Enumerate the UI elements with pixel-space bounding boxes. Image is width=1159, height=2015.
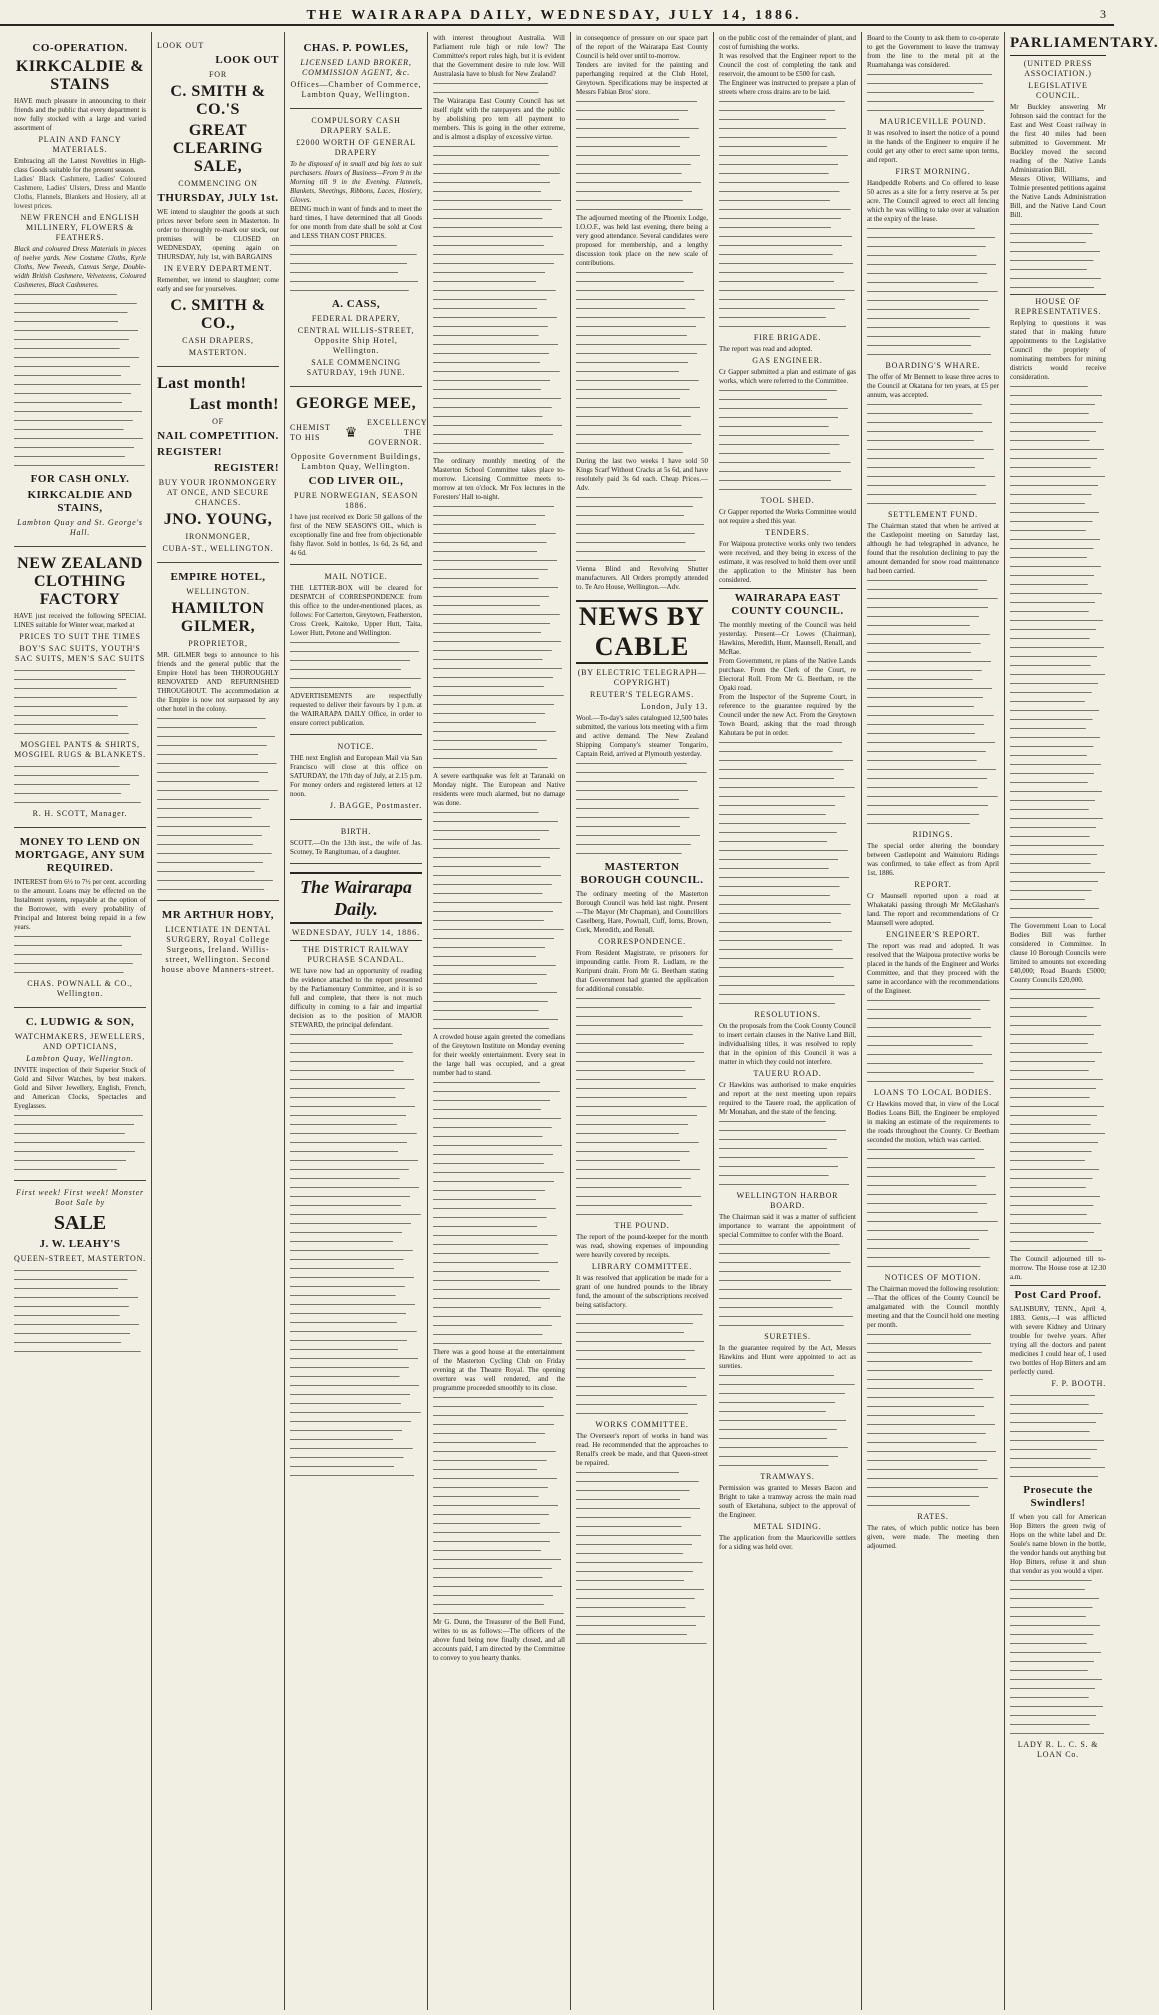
news-paragraph: A crowded house again greeted the comedians of the Greytown Institute on Monday evening for their weekly entertainment. Every seat in the large hall was occupied, and a great number had to stand. [433,1033,565,1077]
section-heading: RIDINGS. [912,830,954,839]
advertiser-name: CHAS. P. POWLES, [303,42,409,54]
advertiser-name: JNO. YOUNG, [163,511,273,528]
ad-heading: BIRTH. [340,827,372,836]
ad-heading: Last month! [189,396,279,413]
column-8 [1006,34,1159,2009]
section-heading: WELLINGTON HARBOR BOARD. [736,1191,839,1210]
news-paragraph: The Engineer was instructed to prepare a plan of streets where cross drains are to be laid. [719,79,856,96]
news-paragraph: Tenders are invited for the painting and paperhanging required at the Club Hotel, Greytown. Specifications may be inspected at Messrs Fabian Bros' store. [576,61,708,96]
news-paragraph: Cr Gapper submitted a plan and estimate of gas works, which were referred to the Committee. [719,368,856,385]
ad-signature: CHAS. POWNALL & CO., Wellington. [27,979,133,998]
ad-body: Remember, we intend to slaughter; come early and see for yourselves. [157,276,279,293]
smith-sale-ad [157,34,279,367]
ad-filler-text [1010,1391,1106,1481]
news-paragraph: From Government, re plans of the Native Lands purchase. From the Clerk of the Court, re Electoral Roll. From Mr G. Beetham, re the Opaki road. [719,657,856,692]
ad-heading: COMPULSORY CASH DRAPERY SALE. [311,116,401,135]
ad-filler-text [719,1240,856,1330]
ad-body: INTEREST from 6½ to 7½ per cent. according to the amount. Loans may be effected on the Instalment system, repayable at the option of the Borrower, with every probability of Principal and Interest being repaid in a few years. [14,878,146,931]
ad-filler-text [433,1393,565,1618]
nail-competition-ad [157,367,279,563]
ad-line: FOR [209,70,227,79]
ad-filler-text [719,738,856,1008]
ad-body: Black and coloured Dress Materials in pieces of twelve yards. New Costume Cloths, Kyrle Cloths, New Tweeds, Canvas Serge, Double-width British Cashmere, Velveteens, Coloured Cashmeres, Black Cashmeres. [14,245,146,289]
section-heading: MAURICEVILLE POUND. [879,117,987,126]
ad-filler-text [576,493,708,565]
news-paragraph: A severe earthquake was felt at Taranaki on Monday night. The European and Native residents were much alarmed, but no damage was done. [433,772,565,807]
george-mee-ad [290,387,428,565]
section-heading: LOANS TO LOCAL BODIES. [874,1088,992,1097]
ad-line: EXCELLENCY THE GOVERNOR. [367,418,428,447]
news-paragraph: The Government Loan to Local Bodies Bill was further considered in Committee. In clause 10 Borough Councils were limited to amounts not exceeding £40,000; Road Boards £5000; County Councils £20,000. [1010,922,1106,984]
news-paragraph: The rates, of which public notice has been given, were made. The meeting then adjourned. [867,1524,999,1550]
ad-filler-text [867,70,999,115]
news-paragraph: The adjourned meeting of the Phoenix Lodge, I.O.O.F., was held last evening, there being a very good attendance. Several candidates were proposed for membership, and a lengthy discussion took place on the new scale of contributions. [576,214,708,267]
ad-address: QUEEN-STREET, MASTERTON. [14,1254,146,1263]
ad-signature: LADY R. L. C. S. & LOAN Co. [1017,1740,1099,1759]
powles-ad [290,34,422,109]
ad-filler-text [290,241,422,295]
ad-items: MOSGIEL PANTS & SHIRTS, MOSGIEL RUGS & BLANKETS. [14,740,146,759]
section-heading: NOTICES OF MOTION. [884,1273,982,1282]
news-paragraph: Permission was granted to Messrs Bacon and Bright to take a tramway across the main road south of Eketahuna, subject to the approval of the Engineer. [719,1484,856,1519]
birth-notice [290,820,422,864]
news-paragraph: It was resolved that application be made for a grant of one hundred pounds to the library fund, the amount of the subscriptions received being satisfactory. [576,1274,708,1309]
empire-hotel-ad [157,563,279,901]
ad-signature: J. BAGGE, Postmaster. [329,801,422,810]
column-2 [153,34,283,2009]
ad-heading: SALE [53,1212,107,1234]
ad-body: WE intend to slaughter the goods at such prices never before seen in Masterton. In order to thoroughly re-mark our stock, our premises will be CLOSED on WEDNESDAY, opening again on THURSDAY, July 1st, with BARGAINS [157,208,279,261]
news-paragraph: Handpeddle Roberts and Co offered to lease 50 acres as a site for a ferry reserve at 5s per acre. The Council agreed to erect all fencing which he was willing to take over at valuation at the expiry of the lease. [867,179,999,223]
newspaper-nameplate: The Wairarapa Daily. [290,872,422,924]
ad-heading: EMPIRE HOTEL, [170,571,266,583]
ad-filler-text [867,224,999,359]
ad-filler-text [433,142,565,457]
news-paragraph: on the public cost of the remainder of plant, and cost of furnishing the works. [719,34,856,51]
ad-line: WATCHMAKERS, JEWELLERS, AND OPTICIANS, [14,1032,146,1051]
cable-agency: REUTER'S TELEGRAMS. [589,690,695,699]
column-3 [286,34,426,2009]
ad-line: PLAIN AND FANCY MATERIALS. [38,135,122,154]
news-paragraph: Vienna Blind and Revolving Shutter manufacturers. All Orders promptly attended to. Te Aro House, Wellington.—Adv. [576,565,708,591]
news-paragraph: The Council adjourned till to-morrow. The House rose at 12.30 a.m. [1010,1255,1106,1281]
advertiser-name: HAMILTON GILMER, [171,600,265,635]
section-heading: MASTERTON BOROUGH COUNCIL. [580,861,704,886]
advertiser-name: C. SMITH & CO.'S [170,83,266,118]
ad-line: PRICES TO SUIT THE TIMES [19,632,141,641]
news-paragraph: If when you call for American Hop Bitters the green twig of Hops on the white label and Dr. Soule's name blown in the bottle, the vendor hands out anything but Hop Bitters, refuse it and shun that vendor as you would a viper. [1010,1513,1106,1575]
section-heading: Prosecute the Swindlers! [1023,1484,1093,1509]
ad-body: THE LETTER-BOX will be cleared for DESPATCH of CORRESPONDENCE from this office to the under-mentioned places, as follows: For Carterton, Greytown, Featherston, Cross Creek, Kaitoke, Upper Hutt, Taita, Lower Hutt, Petone and Wellington. [290,584,423,637]
section-heading: TAUERU ROAD. [753,1069,822,1078]
mail-notice-ad [290,565,422,735]
ad-address: Opposite Government Buildings, Lambton Quay, Wellington. [291,452,421,471]
ad-line: COMMENCING ON [178,179,258,188]
ad-heading: GREAT CLEARING SALE, [172,122,264,175]
column-rule [713,32,714,2010]
royal-crest-icon: ♛ [344,425,358,441]
news-paragraph: The report was read and adopted. It was resolved that the Waipoua protective works be placed in the hands of the Engineer and Works Committee, and that they proceed with the same in accordance with the recommendations of the Engineer. [867,942,999,995]
ad-line: MASTERTON. [188,348,248,357]
news-paragraph: The application from the Mauriceville settlers for a siding was held over. [719,1534,856,1551]
ad-filler-text [867,996,999,1086]
news-paragraph: During the last two weeks I have sold 50 Kings Scarf Without Cracks at 5s 6d, and have resolutely paid 3s 6d each. Cheap Prices.—Adv. [576,457,708,492]
news-paragraph: Messrs Oliver, Williams, and Tolmie presented petitions against the Native Lands Administration Bill, and the Native Land Court Bill. [1010,175,1106,219]
ad-heading: MAIL NOTICE. [324,572,388,581]
section-heading: SETTLEMENT FUND. [888,510,978,519]
hoby-dentist-ad [157,901,279,983]
ad-heading: Last month! [157,375,247,392]
ad-body: HAVE much pleasure in announcing to their friends and the public that every department is now fully stocked with a large and varied assortment of [14,97,146,132]
section-heading: FIRE BRIGADE. [753,333,822,342]
ad-body: MR. GILMER begs to announce to his friends and the general public that the Empire Hotel has been THOROUGHLY RENOVATED AND REFURNISHED THROUGHOUT. The accommodation at the Empire is now not surpassed by any other hotel in the colony. [157,651,279,713]
section-heading: HOUSE OF REPRESENTATIVES. [1010,294,1106,317]
news-paragraph: The special order altering the boundary between Castlepoint and Wainuioru Ridings was confirmed, to take effect as from April 1st, 1886. [867,842,999,877]
ad-filler-text [576,268,708,457]
section-heading: LIBRARY COMMITTEE. [591,1262,693,1271]
news-paragraph: Cr Hawkins was authorised to make enquiries and report at the next meeting upon repairs required to the Tauere road, the application of Mr Monahan, and the state of the fencing. [719,1081,856,1116]
ad-filler-text [719,1117,856,1189]
news-paragraph: The Chairman moved the following resolution:—That the offices of the County Council be amalgamated with the Council monthly meeting and that the Council hold one meeting per month. [867,1285,1000,1329]
ad-body: ADVERTISEMENTS are respectfully requested to deliver their favours by 1 p.m. at the WAIRARAPA DAILY Office, in order to ensure correct publication. [290,692,422,727]
news-paragraph: The report was read and adopted. [719,345,813,353]
column-6 [715,34,860,2009]
ad-body: HAVE just received the following SPECIAL LINES suitable for Winter wear, marked at [14,612,146,629]
news-paragraph: SALISBURY, TENN., April 4, 1883. Gents,—I was afflicted with severe Kidney and Urinary trouble for twelve years. After trying all the doctors and patent medicines I could hear of, I used two bottles of Hop Bitters and am perfectly cured. [1010,1305,1106,1376]
ad-body: BEING much in want of funds and to meet the hard times, I have determined that all Goods for one month from date shall be sold at Cost and LESS THAN COST PRICES. [290,205,422,240]
ad-line: REGISTER! [157,446,223,458]
ad-line: IRONMONGER, [185,532,251,541]
advertiser-name: MR ARTHUR HOBY, [161,909,275,921]
ad-heading: NAIL COMPETITION. [157,430,279,442]
ad-line: IN EVERY DEPARTMENT. [163,264,273,273]
ad-heading: FOR CASH ONLY. [30,473,130,485]
ad-filler-text [1010,1576,1106,1738]
ad-items: BOY'S SAC SUITS, YOUTH'S SAC SUITS, MEN'S SAC SUITS [14,644,146,663]
ad-filler-text [1010,220,1106,292]
parliamentary-heading: PARLIAMENTARY. [1010,34,1106,56]
ad-address: Offices—Chamber of Commerce, Lambton Quay, Wellington. [290,80,422,99]
ad-filler-text [719,97,856,331]
news-paragraph: Cr Gapper reported the Works Committee would not require a shed this year. [719,508,856,525]
editorial-section [290,872,422,1480]
ad-filler-text [719,1371,856,1470]
section-heading: CORRESPONDENCE. [598,937,686,946]
section-heading: LEGISLATIVE COUNCIL. [1028,81,1088,100]
news-paragraph: For Waipoua protective works only two tenders were received, and they being in excess of the estimate, it was resolved to hold them over until the application to the Minister has been considered. [719,540,856,584]
ad-filler-text [14,1111,146,1174]
advertiser-name: KIRKCALDIE & STAINS [15,58,145,93]
section-heading: WORKS COMMITTEE. [595,1420,689,1429]
column-rule [284,32,285,2010]
section-heading: Post Card Proof. [1010,1285,1106,1302]
ad-line: NEW FRENCH and ENGLISH MILLINERY, FLOWERS & FEATHERS. [20,213,140,242]
advertiser-name: GEORGE MEE, [295,395,417,412]
ad-filler-text [1010,985,1106,1255]
ad-line: PROPRIETOR, [188,639,248,648]
leahy-sale-ad [14,1181,146,1362]
news-paragraph: The ordinary monthly meeting of the Masterton School Committee takes place to-morrow. Licensing Committee meets to-morrow at ten o'clock. Mr Fox lectures in the Foresters' Hall to-night. [433,457,565,501]
news-paragraph: The report of the pound-keeper for the month was read, showing expenses of impounding were heavily covered by receipts. [576,1233,708,1259]
section-subheading: (UNITED PRESS ASSOCIATION.) [1023,59,1093,78]
ad-line: CHEMIST TO HIS [290,423,331,442]
section-heading: TRAMWAYS. [760,1472,815,1481]
news-paragraph: The Chairman said it was a matter of sufficient importance to warrant the appointment of special Committee to confer with the Board. [719,1213,856,1239]
ad-line: First week! First week! Monster Boot Sale by [16,1188,144,1207]
news-paragraph: Replying to questions it was stated that in making future appointments to the Legislative Council the propriety of nominating members for mining districts would receive consideration. [1010,319,1106,381]
column-rule [570,32,571,2010]
ad-filler-text [290,638,422,692]
ad-line: OF [212,417,224,426]
cable-subheading: (BY ELECTRIC TELEGRAPH—COPYRIGHT) [577,668,707,687]
ad-date: THURSDAY, JULY 1st. [157,192,279,204]
ad-body: To be disposed of in small and big lots to suit purchasers. Hours of Business—From 9 in the Morning till 9 in the Evening. Flannels, Blankets, Sheetings, Ribbons, Laces, Hosiery, Gloves. [290,160,422,204]
cable-dateline: London, July 13. [640,702,708,711]
ad-filler-text [14,666,146,738]
money-to-lend-ad [14,828,146,1008]
news-paragraph: There was a good house at the entertainment of the Masterton Cycling Club on Friday evening at the Theatre Royal. The opening overture was well rendered, and the programme proceeded smoothly to its close. [433,1348,565,1392]
page-number: 3 [1100,7,1106,21]
news-paragraph: with interest throughout Australia. Will Parliament rule high or rule low? The Committee's report rules high, but it is evident that the Government desire to rule low. Will Australasia have to blush for New Zealand? [433,34,565,78]
news-paragraph: Mr Buckley answering Mr Johnson said the contract for the East and West Coast railway in the first 40 miles had been submitted to Government. Mr Buckley moved the second reading of the Native Lands Administration Bill. [1010,103,1106,174]
news-paragraph: Wool.—To-day's sales catalogued 12,500 bales submitted, the various lots meeting with a firm and active demand. The New Zealand Shipping Company's steamer Tongariro, Captain Reid, arrived at Plymouth yesterday. [576,714,709,758]
ad-line: PURE NORWEGIAN, SEASON 1886. [293,491,419,510]
section-heading: RESOLUTIONS. [754,1010,821,1019]
clothing-factory-ad [14,547,146,828]
column-1 [10,34,150,2009]
ad-heading: NOTICE. [337,742,375,751]
news-paragraph: From the Inspector of the Supreme Court, in reference to the guarantee required by the Council under the new Act. From the Greytown Town Board, asking that the road through Kahutara be put in order. [719,693,856,737]
ad-line: CASH DRAPERS, [182,336,254,345]
ad-signature: F. P. BOOTH. [1051,1379,1106,1388]
advertiser-name: A. CASS, [331,298,381,310]
column-7 [863,34,1003,2009]
section-heading: THE POUND. [614,1221,670,1230]
column-rule [427,32,428,2010]
ad-heading: MONEY TO LEND ON MORTGAGE, ANY SUM REQUIRED. [14,836,146,874]
ad-address: CENTRAL WILLIS-STREET, Opposite Ship Hotel, Wellington. [297,326,415,355]
ad-heading: COD LIVER OIL, [308,475,404,487]
advertiser-name: C. SMITH & CO., [170,297,266,332]
section-heading: RATES. [917,1512,949,1521]
news-paragraph: Mr G. Dunn, the Treasurer of the Bell Fund, writes to us as follows:—The officers of the above fund being now finally closed, and all accounts paid, I am directed by the Committee to convey to you hearty thanks. [433,1618,565,1662]
section-heading: WAIRARAPA EAST COUNTY COUNCIL. [719,588,856,618]
ludwig-ad [14,1008,146,1181]
ad-filler-text [157,714,279,894]
ad-heading: CO-OPERATION. [32,42,128,54]
news-paragraph: From Resident Magistrate, re prisoners for impounding cattle. From R. Ludlam, re the Kuripuni drain. From Mr G. Beetham stating that Government had granted the application for additional constable. [576,949,708,993]
section-heading: REPORT. [914,880,952,889]
section-heading: TOOL SHED. [760,496,815,505]
ad-address: CUBA-ST., WELLINGTON. [162,544,274,553]
news-paragraph: The offer of Mr Bennett to lease three acres to the Council at Okatana for ten years, at £5 per annum, was accepted. [867,373,999,399]
ad-filler-text [433,79,565,97]
section-heading: SURETIES. [764,1332,811,1341]
news-paragraph: Board to the County to ask them to co-operate to get the Government to leave the tramway from the line to the metal pit at the Ruamahanga was considered. [867,34,999,69]
ad-body: INVITE inspection of their Superior Stock of Gold and Silver Watches, by best makers. Gold and Silver Jewellery, English, French, and American Clocks, Spectacles and Eyeglasses. [14,1066,146,1110]
ad-filler-text [719,386,856,494]
warrant-row [290,416,428,450]
news-paragraph: On the proposals from the Cook County Council to insert certain clauses in the Native Land Bill, individualising titles, it was resolved to reply that in the opinion of this Council it was a matter in which they could not interfere. [719,1022,856,1066]
ad-body: THE next English and European Mail via San Francisco will close at this office on SATURDAY, the 17th day of July, at 2.15 p.m. For money orders and registered letters at 12 noon. [290,754,422,798]
advertiser-name: KIRKCALDIE AND STAINS, [27,489,133,514]
masthead [0,0,1114,26]
ad-line: LICENSED LAND BROKER, COMMISSION AGENT, &c. [300,58,412,77]
kirkcaldie-ad [14,34,146,547]
ad-filler-text [433,502,565,772]
section-heading: METAL SIDING. [753,1522,822,1531]
ad-date: SALE COMMENCING SATURDAY, 19th JUNE. [306,358,406,377]
ad-line: £2000 WORTH OF GENERAL DRAPERY [296,138,416,157]
ad-line: LOOK OUT [157,41,205,50]
ad-filler-text [14,290,146,470]
news-paragraph: The ordinary meeting of the Masterton Borough Council was held last night. Present—The Mayor (Mr Chapman), and Councillors Caselberg, Hare, Pownall, Cuff, Iorns, Brown, Cork, Meredith, and Renall. [576,890,708,934]
news-paragraph: The Wairarapa East County Council has set itself right with the ratepayers and the public by abolishing pro tem all payment to members. This is going in the other extreme, and is almost a display of excessive virtue. [433,97,565,141]
ad-body: SCOTT.—On the 13th inst., the wife of Jas. Scotney, Te Rangitumau, of a daughter. [290,839,422,856]
ad-filler-text [576,97,708,214]
news-paragraph: The monthly meeting of the Council was held yesterday. Present—Cr Lowes (Chairman), Hawkins, Meredith, Hunt, Maunsell, Renall, and McRae. [719,621,856,656]
ad-price-list: Ladies' Black Cashmere, Ladies' Coloured Cashmere, Ladies' Ulsters, Dress and Mantle Cloths, Flannels, Blankets and Hosiery, all at lowest prices. [14,175,146,210]
ad-filler-text [433,1078,565,1348]
ad-filler-text [867,1330,999,1510]
column-rule [151,32,152,2010]
notice-ad [290,735,422,820]
ad-signature: R. H. SCOTT, Manager. [32,809,128,818]
ad-filler-text [867,400,999,508]
ad-filler-text [290,1030,422,1480]
ad-filler-text [576,759,708,858]
leader-heading: THE DISTRICT RAILWAY PURCHASE SCANDAL. [302,945,410,964]
news-paragraph: In the guarantee required by the Act, Messrs Hawkins and Hunt were appointed to act as sureties. [719,1344,856,1370]
section-heading: ENGINEER'S REPORT. [886,930,980,939]
ad-address: Lambton Quay, Wellington. [26,1054,134,1063]
ad-body: LICENTIATE IN DENTAL SURGERY, Royal College Surgeons, Ireland. Willis-street, Wellington. Second house above Manners-street. [161,925,275,974]
ad-filler-text [867,576,999,828]
ad-filler-text [14,1266,146,1356]
news-paragraph: The Overseer's report of works in hand was read. He recommended that the approaches to Renall's creek be made, and that Queen-street be repaired. [576,1432,708,1467]
ad-filler-text [576,994,708,1219]
section-heading: TENDERS. [765,528,810,537]
column-4 [429,34,569,2009]
news-paragraph: It was resolved to insert the notice of a pound in the hands of the Engineer to enquire if he could get any other to erect same upon terms, and report. [867,129,999,164]
section-heading: FIRST MORNING. [895,167,971,176]
ad-line: REGISTER! [213,462,279,474]
ad-filler-text [14,932,146,977]
news-paragraph: Cr Maunsell reported upon a road at Whakataki passing through Mr McGlashan's land. The report and recommendations of Cr Maunsell were adopted. [867,892,999,927]
column-rule [1004,32,1005,2010]
editorial-dateline: WEDNESDAY, JULY 14, 1886. [290,928,422,941]
ad-heading: NEW ZEALAND CLOTHING FACTORY [17,555,143,608]
ad-filler-text [867,1145,999,1271]
ad-heading: LOOK OUT [215,54,279,66]
column-rule [861,32,862,2010]
news-by-cable-heading: NEWS BY CABLE [576,600,708,664]
news-paragraph: It was resolved that the Engineer report to the Council the cost of completing the tank and reservoir, the amount to be £500 for cash. [719,52,856,78]
advertiser-name: C. LUDWIG & SON, [25,1016,135,1028]
ad-line: FEDERAL DRAPERY, [311,314,401,323]
newspaper-title: THE WAIRARAPA DAILY, WEDNESDAY, JULY 14, 1886. [306,8,802,23]
ad-filler-text [14,762,146,807]
ad-filler-text [576,1468,708,1648]
news-paragraph: Cr Hawkins moved that, in view of the Local Bodies Loans Bill, the Engineer be employed in making an estimate of the requirements to the roads throughout the County. Cr Beetham seconded the motion, which was carried. [867,1100,999,1144]
ad-body: I have just received ex Doric 50 gallons of the first of the NEW SEASON'S OIL, which is exceptionally fine and free from objectionable fishy flavor. Sold in bottles, 1s 6d, 2s 6d, and 4s 6d. [290,513,422,557]
ad-line: WELLINGTON. [186,587,250,596]
cass-drapery-ad [290,109,422,387]
advertiser-name: J. W. LEAHY'S [39,1238,121,1250]
ad-filler-text [1010,382,1106,922]
section-heading: BOARDING'S WHARE. [885,361,981,370]
section-heading: GAS ENGINEER. [752,356,823,365]
ad-filler-text [576,1310,708,1418]
leader-body: WE have now had an opportunity of reading the evidence attached to the report presented by the Parliamentary Committee, and it is so full and complete, that there is not much difficulty in coming to a fair and impartial decision as to the position of MAJOR STEWARD, the principal defendant. [290,967,422,1029]
ad-filler-text [433,808,565,1033]
ad-address: Lambton Quay and St. George's Hall. [17,518,143,537]
news-paragraph: in consequence of pressure on our space part of the report of the Wairarapa East County Council is held over until to-morrow. [576,34,708,60]
ad-body: BUY YOUR IRONMONGERY AT ONCE, AND SECURE CHANCES. [158,478,278,507]
ad-body: Embracing all the Latest Novelties in High-class Goods suitable for the present season. [14,157,146,174]
column-5 [572,34,712,2009]
news-paragraph: The Chairman stated that when he arrived at the Castlepoint meeting on Saturday last, although he had telegraphed in advance, he found that the resolution declining to pay the amount demanded for snow road maintenance had been carried. [867,522,999,575]
